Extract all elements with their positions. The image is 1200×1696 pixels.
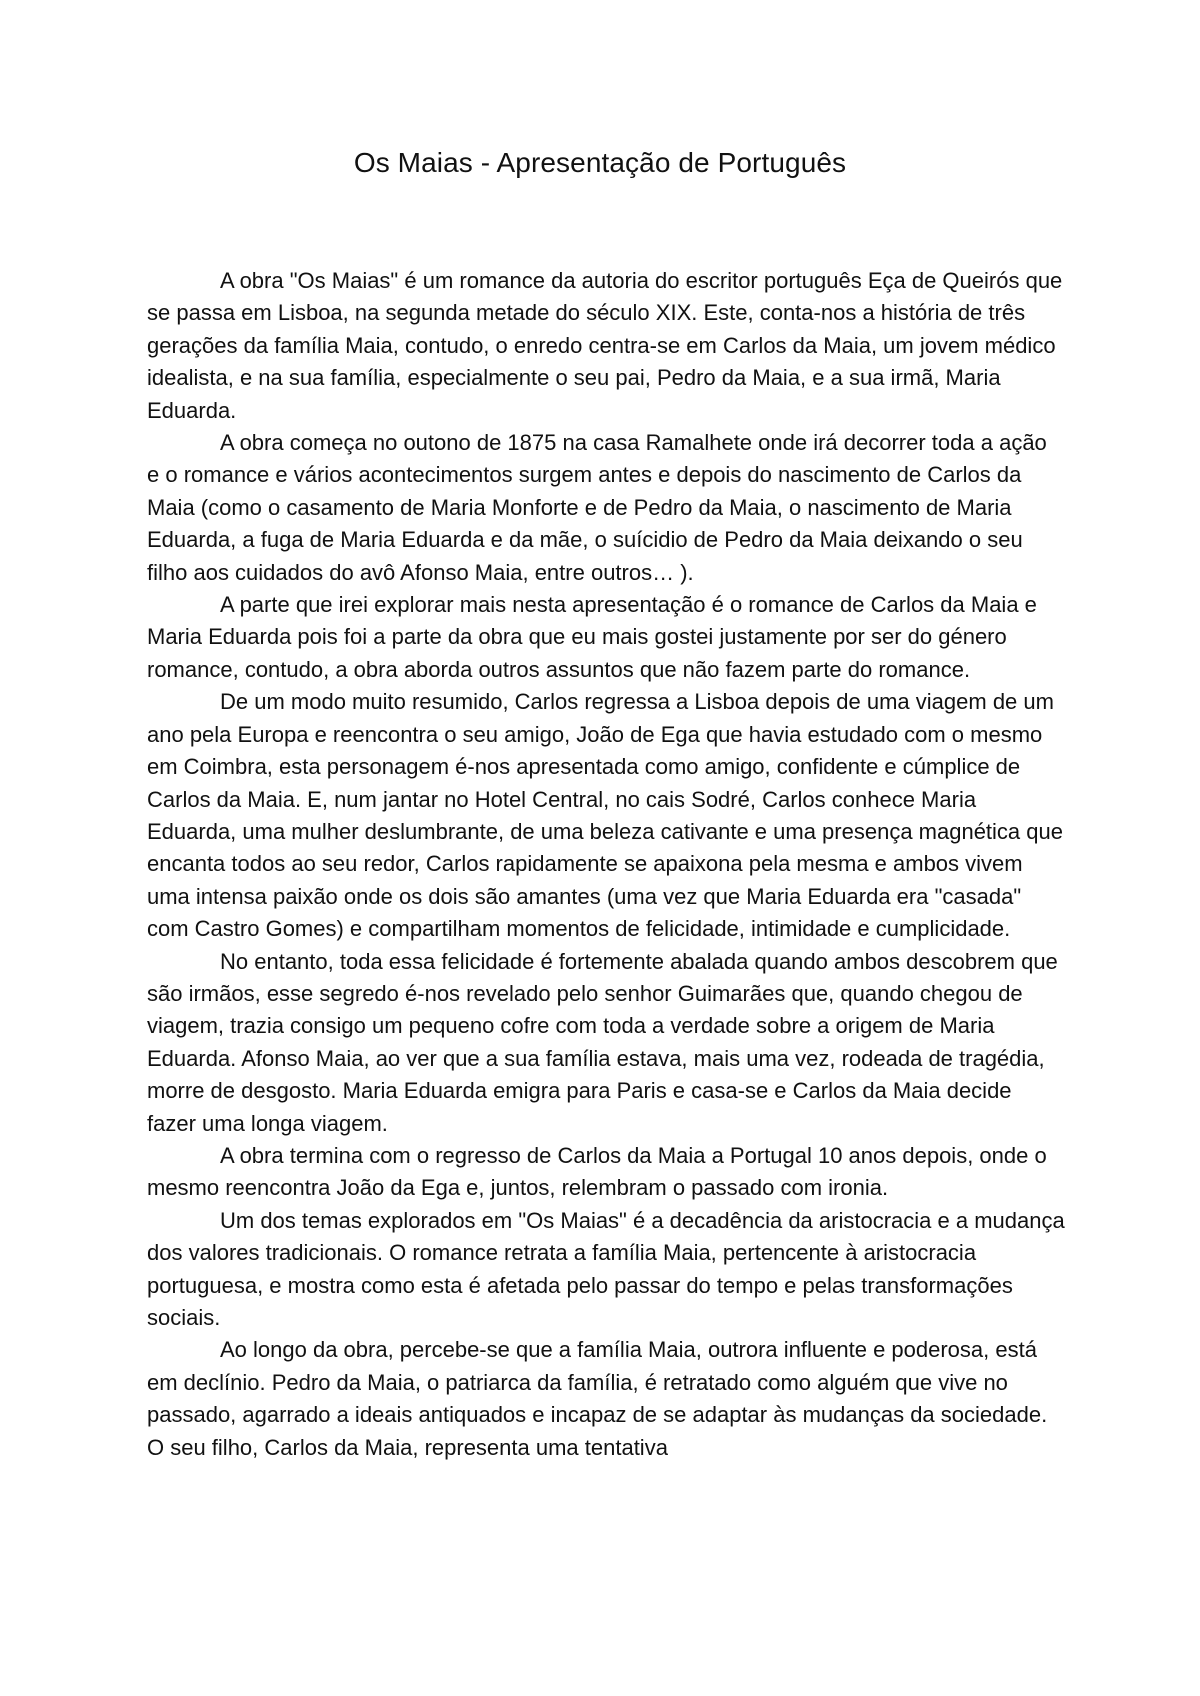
paragraph-5: No entanto, toda essa felicidade é fortemente abalada quando ambos descobrem que são irmãos, esse segredo é-nos revelado pelo senhor Guimarães que, quando chegou de viagem, trazia consigo um pequeno cofre com toda a verdade sobre a origem de Maria Eduarda. Afonso Maia, ao ver que a sua família estava, mais uma vez, rodeada de tragédia, morre de desgosto. Maria Eduarda emigra para Paris e casa-se e Carlos da Maia decide fazer uma longa viagem. bbox=[147, 948, 1058, 1136]
paragraph-8: Ao longo da obra, percebe-se que a família Maia, outrora influente e poderosa, está em declínio. Pedro da Maia, o patriarca da família, é retratado como alguém que vive no passado, agarrado a ideais antiquados e incapaz de se adaptar às mudanças da sociedade. O seu filho, Carlos da Maia, representa uma tentativa bbox=[147, 1337, 1048, 1460]
paragraph-3: A parte que irei explorar mais nesta apresentação é o romance de Carlos da Maia e Maria Eduarda pois foi a parte da obra que eu mais gostei justamente por ser do género romance, contudo, a obra aborda outros assuntos que não fazem parte do romance. bbox=[147, 592, 1037, 682]
document-title: Os Maias - Apresentação de Português bbox=[353, 147, 847, 178]
document-body bbox=[147, 265, 1065, 1464]
paragraph-1: A obra "Os Maias" é um romance da autoria do escritor português Eça de Queirós que se passa em Lisboa, na segunda metade do século XIX. Este, conta-nos a história de três gerações da família Maia, contudo, o enredo centra-se em Carlos da Maia, um jovem médico idealista, e na sua família, especialmente o seu pai, Pedro da Maia, e a sua irmã, Maria Eduarda. bbox=[147, 268, 1063, 423]
paragraph-4: De um modo muito resumido, Carlos regressa a Lisboa depois de uma viagem de um ano pela Europa e reencontra o seu amigo, João de Ega que havia estudado com o mesmo em Coimbra, esta personagem é-nos apresentada como amigo, confidente e cúmplice de Carlos da Maia. E, num jantar no Hotel Central, no cais Sodré, Carlos conhece Maria Eduarda, uma mulher deslumbrante, de uma beleza cativante e uma presença magnética que encanta todos ao seu redor, Carlos rapidamente se apaixona pela mesma e ambos vivem uma intensa paixão onde os dois são amantes (uma vez que Maria Eduarda era "casada" com Castro Gomes) e compartilham momentos de felicidade, intimidade e cumplicidade. bbox=[147, 689, 1063, 942]
paragraph-2: A obra começa no outono de 1875 na casa Ramalhete onde irá decorrer toda a ação e o romance e vários acontecimentos surgem antes e depois do nascimento de Carlos da Maia (como o casamento de Maria Monforte e de Pedro da Maia, o nascimento de Maria Eduarda, a fuga de Maria Eduarda e da mãe, o suícidio de Pedro da Maia deixando o seu filho aos cuidados do avô Afonso Maia, entre outros… ). bbox=[147, 430, 1047, 585]
paragraph-6: A obra termina com o regresso de Carlos da Maia a Portugal 10 anos depois, onde o mesmo reencontra João da Ega e, juntos, relembram o passado com ironia. bbox=[147, 1142, 1047, 1201]
paragraph-7: Um dos temas explorados em "Os Maias" é a decadência da aristocracia e a mudança dos valores tradicionais. O romance retrata a família Maia, pertencente à aristocracia portuguesa, e mostra como esta é afetada pelo passar do tempo e pelas transformações sociais. bbox=[147, 1207, 1065, 1330]
